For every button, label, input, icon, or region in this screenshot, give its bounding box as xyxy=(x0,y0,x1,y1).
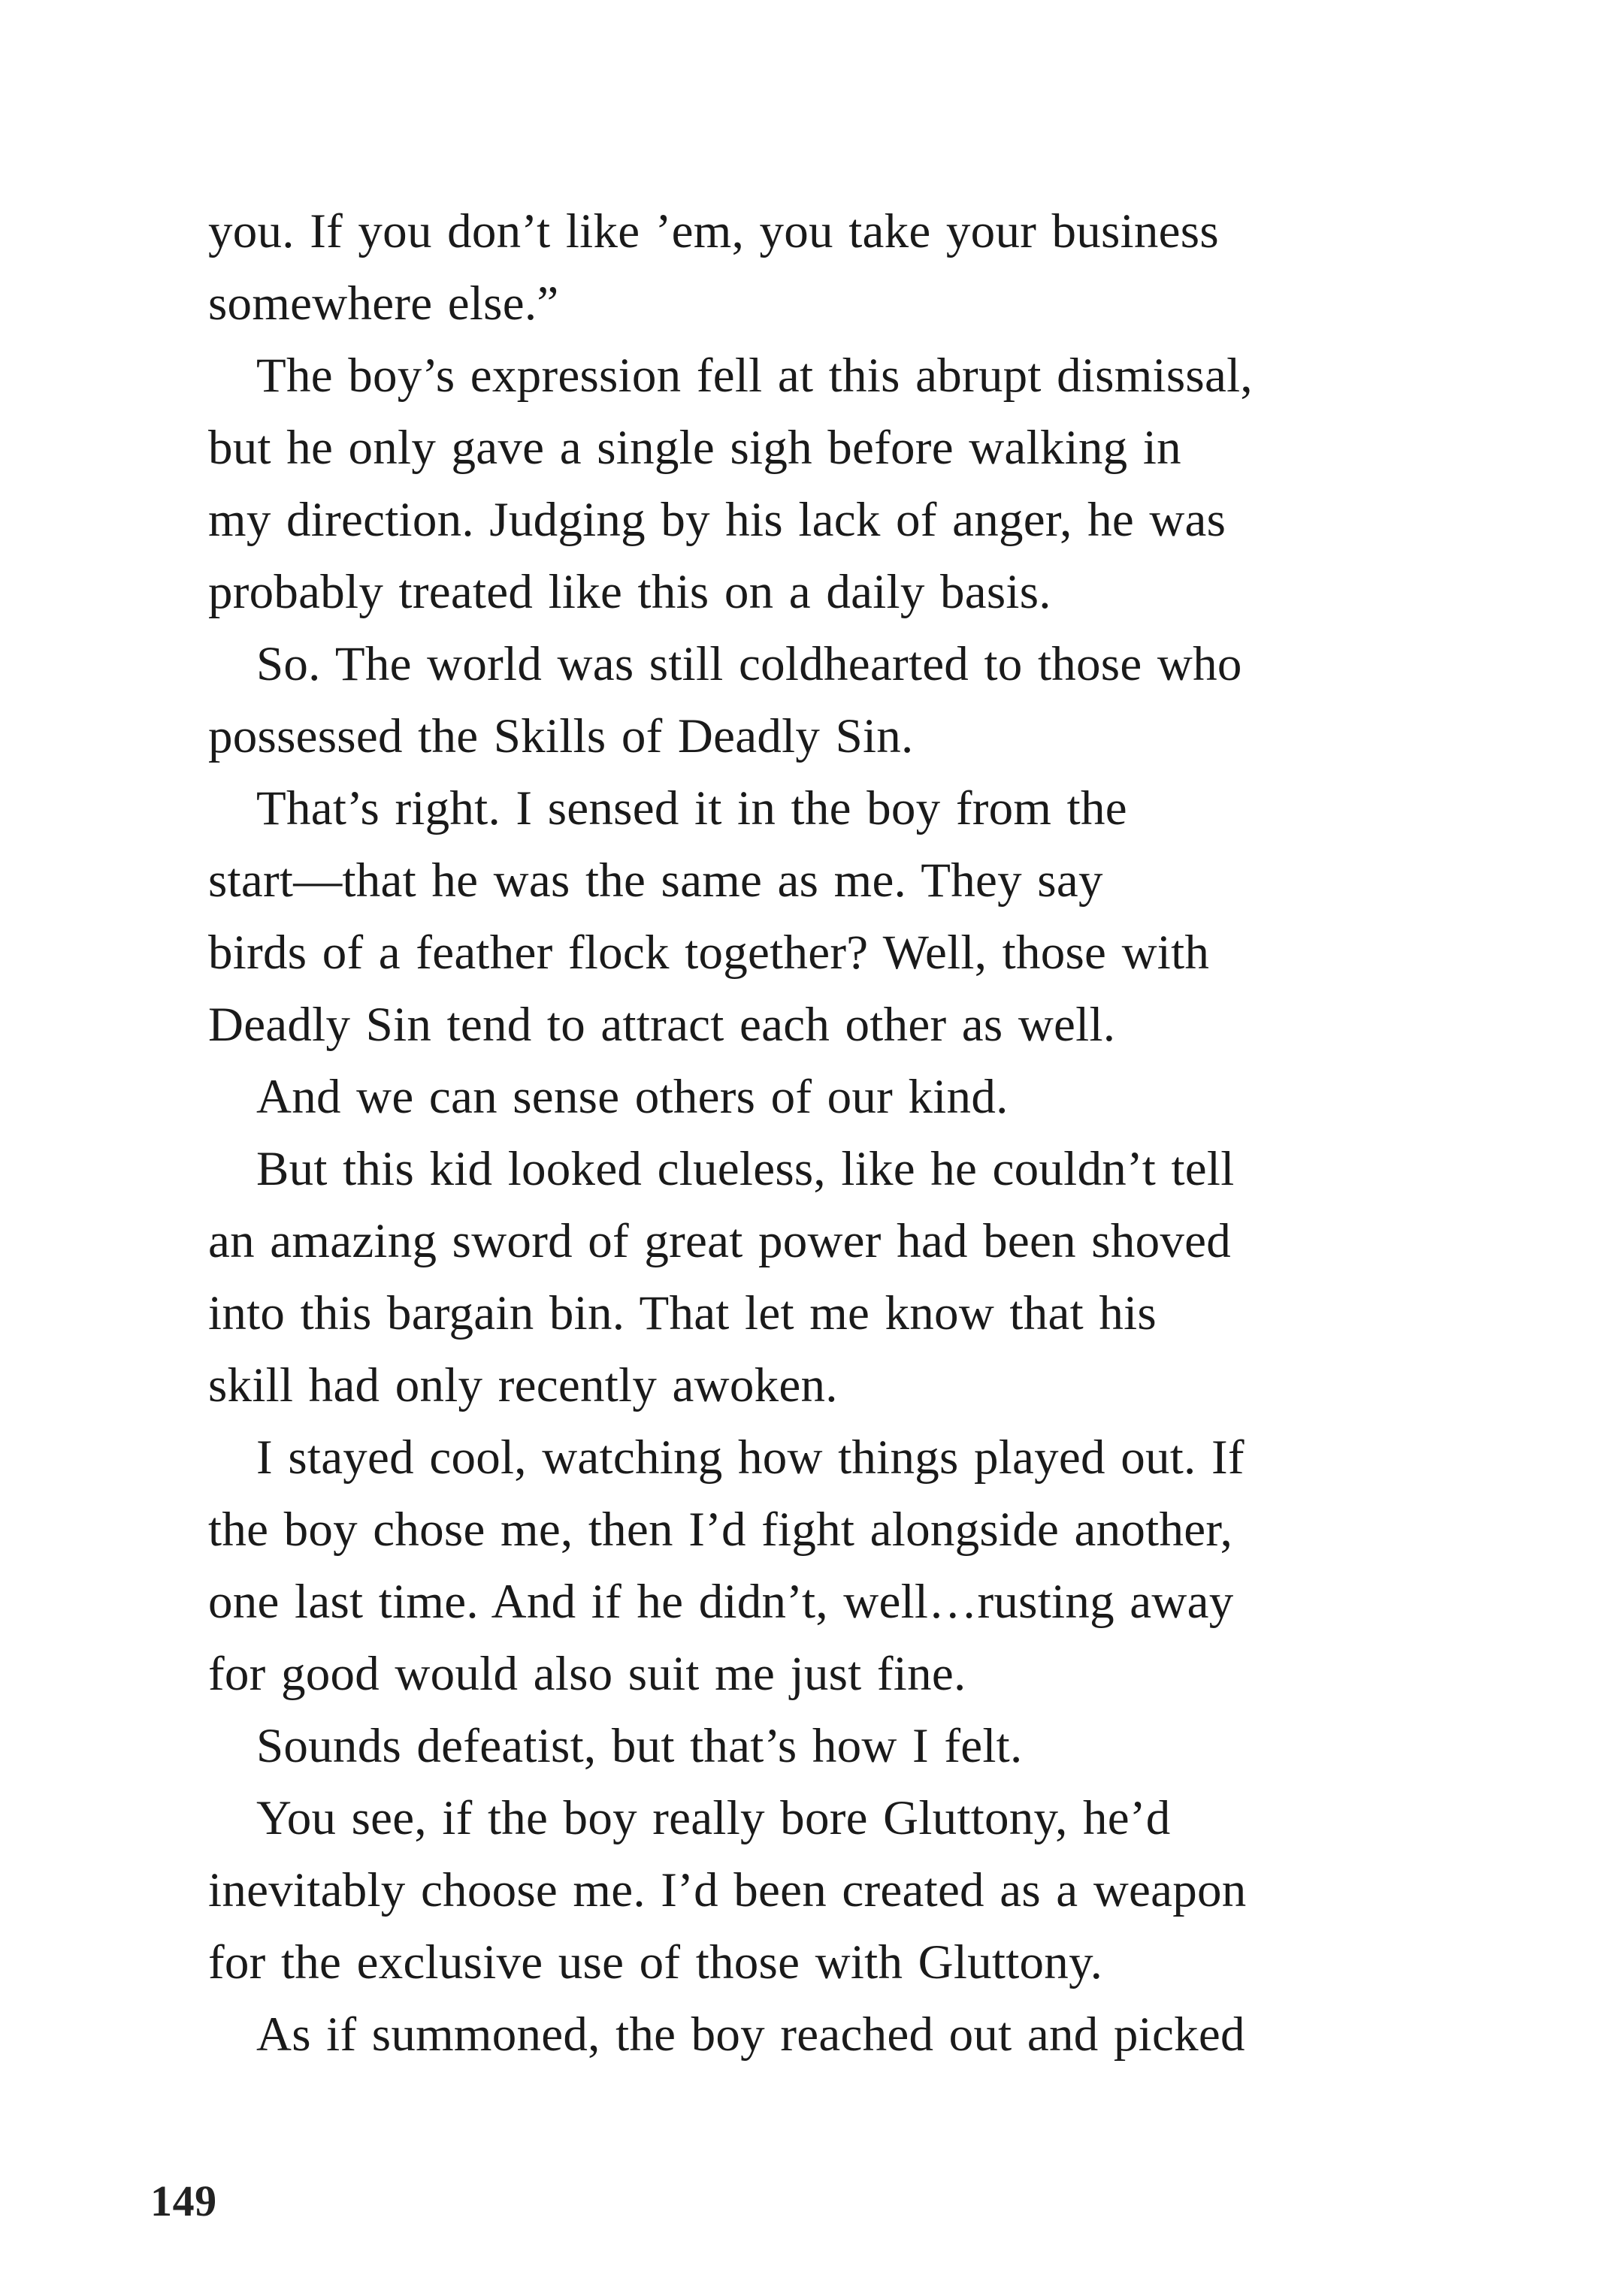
text-line: I stayed cool, watching how things played out. If xyxy=(256,1430,1245,1485)
text-line: the boy chose me, then I’d fight alongside another, xyxy=(208,1503,1233,1557)
text-line: You see, if the boy really bore Gluttony, he’d xyxy=(256,1791,1171,1845)
text-line: As if summoned, the boy reached out and picked xyxy=(256,2007,1245,2062)
text-line: into this bargain bin. That let me know that his xyxy=(208,1286,1157,1340)
page-number: 149 xyxy=(150,2177,217,2225)
text-line: an amazing sword of great power had been shoved xyxy=(208,1214,1232,1268)
text-line: somewhere else.” xyxy=(208,276,559,331)
text-line: That’s right. I sensed it in the boy from the xyxy=(256,781,1127,835)
text-line: you. If you don’t like ’em, you take your business xyxy=(208,204,1219,258)
text-line: And we can sense others of our kind. xyxy=(256,1070,1009,1124)
text-line: But this kid looked clueless, like he couldn’t tell xyxy=(256,1142,1235,1196)
text-line: inevitably choose me. I’d been created as a weapon xyxy=(208,1863,1247,1917)
text-line: The boy’s expression fell at this abrupt dismissal, xyxy=(256,349,1253,403)
text-line: probably treated like this on a daily basis. xyxy=(208,565,1051,619)
text-line: for good would also suit me just fine. xyxy=(208,1647,966,1701)
text-line: birds of a feather flock together? Well, those with xyxy=(208,926,1210,980)
text-line: start—that he was the same as me. They say xyxy=(208,853,1103,908)
text-line: one last time. And if he didn’t, well…rusting away xyxy=(208,1575,1234,1629)
text-line: skill had only recently awoken. xyxy=(208,1358,838,1412)
text-line: Deadly Sin tend to attract each other as well. xyxy=(208,998,1116,1052)
text-line: possessed the Skills of Deadly Sin. xyxy=(208,709,914,763)
text-line: Sounds defeatist, but that’s how I felt. xyxy=(256,1719,1023,1773)
text-line: for the exclusive use of those with Gluttony. xyxy=(208,1935,1103,1989)
text-line: my direction. Judging by his lack of anger, he was xyxy=(208,493,1226,547)
text-line: So. The world was still coldhearted to those who xyxy=(256,637,1242,691)
body-text xyxy=(208,195,1411,2071)
text-line: but he only gave a single sigh before walking in xyxy=(208,421,1181,475)
